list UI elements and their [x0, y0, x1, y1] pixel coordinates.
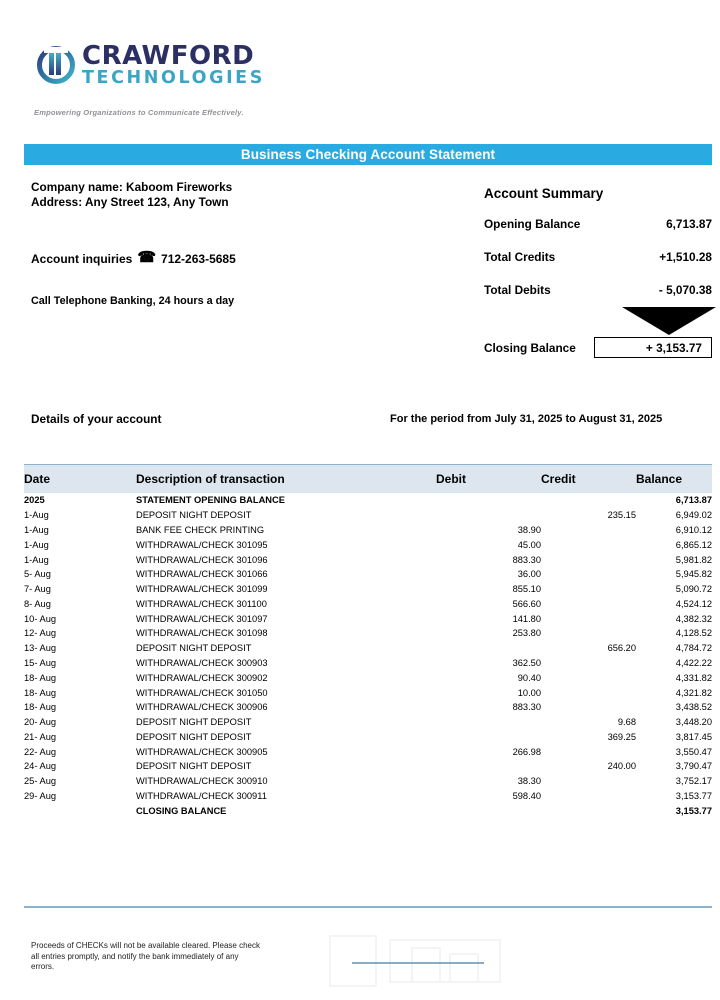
- cell-credit: [541, 552, 636, 567]
- cell-balance: 5,090.72: [675, 584, 712, 595]
- statement-period: For the period from July 31, 2025 to August 31, 2025: [390, 413, 663, 425]
- cell-credit: [541, 596, 636, 611]
- cell-description: DEPOSIT NIGHT DEPOSIT: [136, 731, 252, 742]
- cell-debit: [436, 803, 541, 818]
- account-summary-title: Account Summary: [484, 186, 604, 201]
- cell-balance: 4,321.82: [675, 687, 712, 698]
- summary-value: +1,510.28: [659, 250, 712, 264]
- cell-balance: 3,438.52: [675, 702, 712, 713]
- cell-balance: 3,752.17: [675, 776, 712, 787]
- table-row: [24, 582, 712, 597]
- brand-tagline: Empowering Organizations to Communicate Effectively.: [34, 108, 244, 117]
- cell-balance: 5,981.82: [675, 554, 712, 565]
- cell-date: 18- Aug: [24, 687, 57, 698]
- statement-title-banner: Business Checking Account Statement: [24, 144, 712, 165]
- column-header-credit: Credit: [541, 465, 636, 494]
- crawford-circle-bars-logo-icon: [36, 45, 76, 85]
- closing-balance-row: [484, 337, 712, 358]
- cell-debit: [436, 715, 541, 730]
- table-row: [24, 537, 712, 552]
- cell-date: 15- Aug: [24, 657, 57, 668]
- table-header-row: [24, 465, 712, 494]
- cell-credit: 9.68: [617, 717, 636, 728]
- cell-date: 25- Aug: [24, 776, 57, 787]
- cell-balance: 6,949.02: [675, 510, 712, 521]
- details-heading: Details of your account: [31, 412, 162, 426]
- account-summary: [484, 186, 712, 316]
- cell-description: WITHDRAWAL/CHECK 301096: [136, 554, 268, 565]
- cell-credit: [541, 567, 636, 582]
- table-row: [24, 759, 712, 774]
- cell-description: WITHDRAWAL/CHECK 301098: [136, 628, 268, 639]
- table-row: [24, 656, 712, 671]
- table-row: [24, 700, 712, 715]
- cell-date: 2025: [24, 495, 45, 506]
- closing-balance-label: Closing Balance: [484, 340, 576, 355]
- cell-balance: 3,153.77: [675, 805, 712, 816]
- cell-description: CLOSING BALANCE: [136, 805, 227, 816]
- cell-description: WITHDRAWAL/CHECK 300902: [136, 672, 268, 683]
- table-row: [24, 715, 712, 730]
- cell-description: DEPOSIT NIGHT DEPOSIT: [136, 717, 252, 728]
- cell-description: DEPOSIT NIGHT DEPOSIT: [136, 761, 252, 772]
- cell-balance: 3,790.47: [675, 761, 712, 772]
- cell-description: WITHDRAWAL/CHECK 300905: [136, 746, 268, 757]
- cell-date: 18- Aug: [24, 672, 57, 683]
- cell-debit: [436, 508, 541, 523]
- summary-row-total-debits: [484, 283, 712, 297]
- table-row: [24, 596, 712, 611]
- cell-date: 18- Aug: [24, 702, 57, 713]
- cell-credit: 235.15: [607, 510, 636, 521]
- cell-date: 1-Aug: [24, 524, 49, 535]
- company-address-line: Address: Any Street 123, Any Town: [31, 195, 229, 209]
- cell-balance: 4,422.22: [675, 657, 712, 668]
- cell-date: 29- Aug: [24, 791, 57, 802]
- cell-description: WITHDRAWAL/CHECK 301099: [136, 584, 268, 595]
- cell-balance: 4,331.82: [675, 672, 712, 683]
- cell-balance: 4,784.72: [675, 643, 712, 654]
- logo-wordmark-primary: CRAWFORD: [82, 41, 255, 71]
- cell-date: [24, 803, 136, 818]
- telephone-icon: ☎: [137, 249, 157, 266]
- down-triangle-icon: [622, 307, 716, 335]
- table-row: [24, 685, 712, 700]
- table-row: [24, 641, 712, 656]
- table-bottom-rule: [24, 906, 712, 908]
- summary-label: Opening Balance: [484, 217, 581, 231]
- cell-credit: [541, 626, 636, 641]
- cell-credit: [541, 537, 636, 552]
- table-row: [24, 774, 712, 789]
- cell-credit: 656.20: [607, 643, 636, 654]
- cell-credit: [541, 774, 636, 789]
- cell-description: STATEMENT OPENING BALANCE: [136, 495, 285, 506]
- cell-description: WITHDRAWAL/CHECK 301050: [136, 687, 268, 698]
- cell-debit: 38.90: [517, 524, 541, 535]
- cell-description: DEPOSIT NIGHT DEPOSIT: [136, 510, 252, 521]
- summary-value: - 5,070.38: [658, 283, 712, 297]
- cell-debit: 883.30: [512, 702, 541, 713]
- cell-debit: 90.40: [517, 672, 541, 683]
- cell-balance: 4,524.12: [675, 598, 712, 609]
- cell-debit: 362.50: [512, 657, 541, 668]
- cell-balance: 4,128.52: [675, 628, 712, 639]
- cell-debit: [436, 730, 541, 745]
- cell-debit: 45.00: [517, 539, 541, 550]
- table-row: [24, 552, 712, 567]
- table-row: [24, 744, 712, 759]
- cell-credit: [541, 493, 636, 508]
- company-name-line: Company name: Kaboom Fireworks: [31, 180, 233, 194]
- summary-label: Total Debits: [484, 283, 551, 297]
- cell-debit: 253.80: [512, 628, 541, 639]
- summary-label: Total Credits: [484, 250, 556, 264]
- cell-debit: 38.30: [517, 776, 541, 787]
- table-row: [24, 803, 712, 818]
- cell-date: 22- Aug: [24, 746, 57, 757]
- cell-description: DEPOSIT NIGHT DEPOSIT: [136, 643, 252, 654]
- column-header-balance: Balance: [636, 465, 712, 494]
- cell-debit: 36.00: [517, 569, 541, 580]
- cell-credit: 240.00: [607, 761, 636, 772]
- cell-description: WITHDRAWAL/CHECK 301100: [136, 598, 267, 609]
- cell-debit: [436, 759, 541, 774]
- cell-balance: 3,817.45: [675, 731, 712, 742]
- cell-credit: [541, 670, 636, 685]
- cell-balance: 6,713.87: [675, 495, 712, 506]
- cell-date: 1-Aug: [24, 510, 49, 521]
- transactions-body: [24, 493, 712, 818]
- cell-credit: [541, 700, 636, 715]
- telephone-banking-note: Call Telephone Banking, 24 hours a day: [31, 295, 235, 307]
- cell-balance: 3,550.47: [675, 746, 712, 757]
- table-row: [24, 730, 712, 745]
- cell-balance: 6,865.12: [675, 539, 712, 550]
- cell-credit: 369.25: [607, 731, 636, 742]
- cell-balance: 5,945.82: [675, 569, 712, 580]
- cell-date: 13- Aug: [24, 643, 57, 654]
- cell-description: WITHDRAWAL/CHECK 301097: [136, 613, 268, 624]
- cell-credit: [541, 685, 636, 700]
- cell-date: 12- Aug: [24, 628, 57, 639]
- table-row: [24, 567, 712, 582]
- summary-value: 6,713.87: [666, 217, 712, 231]
- cell-date: 24- Aug: [24, 761, 57, 772]
- cell-credit: [541, 523, 636, 538]
- account-inquiries: [31, 251, 236, 266]
- table-row: [24, 508, 712, 523]
- cell-description: WITHDRAWAL/CHECK 300906: [136, 702, 268, 713]
- customer-info: [31, 180, 232, 210]
- cell-debit: 566.60: [512, 598, 541, 609]
- cell-debit: [436, 641, 541, 656]
- summary-row-opening-balance: [484, 217, 712, 231]
- cell-date: 1-Aug: [24, 539, 49, 550]
- cell-debit: 266.98: [512, 746, 541, 757]
- closing-balance-value: + 3,153.77: [594, 337, 712, 358]
- cell-description: WITHDRAWAL/CHECK 300911: [136, 791, 267, 802]
- table-row: [24, 523, 712, 538]
- brand-logo: [36, 43, 265, 88]
- table-row: [24, 789, 712, 804]
- cell-credit: [541, 582, 636, 597]
- column-header-date: Date: [24, 465, 136, 494]
- table-row: [24, 626, 712, 641]
- cell-debit: 883.30: [512, 554, 541, 565]
- cell-credit: [541, 744, 636, 759]
- cell-date: 10- Aug: [24, 613, 57, 624]
- cell-date: 7- Aug: [24, 584, 51, 595]
- cell-description: WITHDRAWAL/CHECK 300903: [136, 657, 268, 668]
- cell-debit: 855.10: [512, 584, 541, 595]
- transactions-table: [24, 464, 712, 818]
- table-row: [24, 611, 712, 626]
- cell-description: WITHDRAWAL/CHECK 300910: [136, 776, 268, 787]
- transactions-table-wrap: [24, 464, 712, 818]
- account-inquiries-phone: 712-263-5685: [161, 251, 236, 266]
- cell-description: BANK FEE CHECK PRINTING: [136, 524, 265, 535]
- cell-description: WITHDRAWAL/CHECK 301066: [136, 569, 268, 580]
- cell-balance: 3,448.20: [675, 717, 712, 728]
- cell-date: 21- Aug: [24, 731, 57, 742]
- column-header-description: Description of transaction: [136, 465, 436, 494]
- cell-credit: [541, 803, 636, 818]
- cell-description: WITHDRAWAL/CHECK 301095: [136, 539, 268, 550]
- table-row: [24, 670, 712, 685]
- cell-credit: [541, 789, 636, 804]
- cell-debit: [436, 493, 541, 508]
- cell-date: 8- Aug: [24, 598, 51, 609]
- footer-watermark: [320, 930, 520, 992]
- account-inquiries-label: Account inquiries: [31, 251, 133, 266]
- table-row: [24, 493, 712, 508]
- cell-debit: 10.00: [517, 687, 541, 698]
- cell-date: 5- Aug: [24, 569, 51, 580]
- summary-row-total-credits: [484, 250, 712, 264]
- cell-balance: 3,153.77: [675, 791, 712, 802]
- column-header-debit: Debit: [436, 465, 541, 494]
- cell-debit: 598.40: [512, 791, 541, 802]
- cell-balance: 4,382.32: [675, 613, 712, 624]
- cell-credit: [541, 611, 636, 626]
- cell-credit: [541, 656, 636, 671]
- footer-watermark-rule: [352, 962, 484, 964]
- cell-date: 20- Aug: [24, 717, 57, 728]
- cell-debit: 141.80: [512, 613, 541, 624]
- cell-balance: 6,910.12: [675, 524, 712, 535]
- cell-date: 1-Aug: [24, 554, 49, 565]
- logo-wordmark-secondary: TECHNOLOGIES: [82, 68, 265, 88]
- footer-disclaimer: Proceeds of CHECKs will not be available cleared. Please check all entries promptly, and notify the bank immediately of any errors.: [31, 941, 261, 971]
